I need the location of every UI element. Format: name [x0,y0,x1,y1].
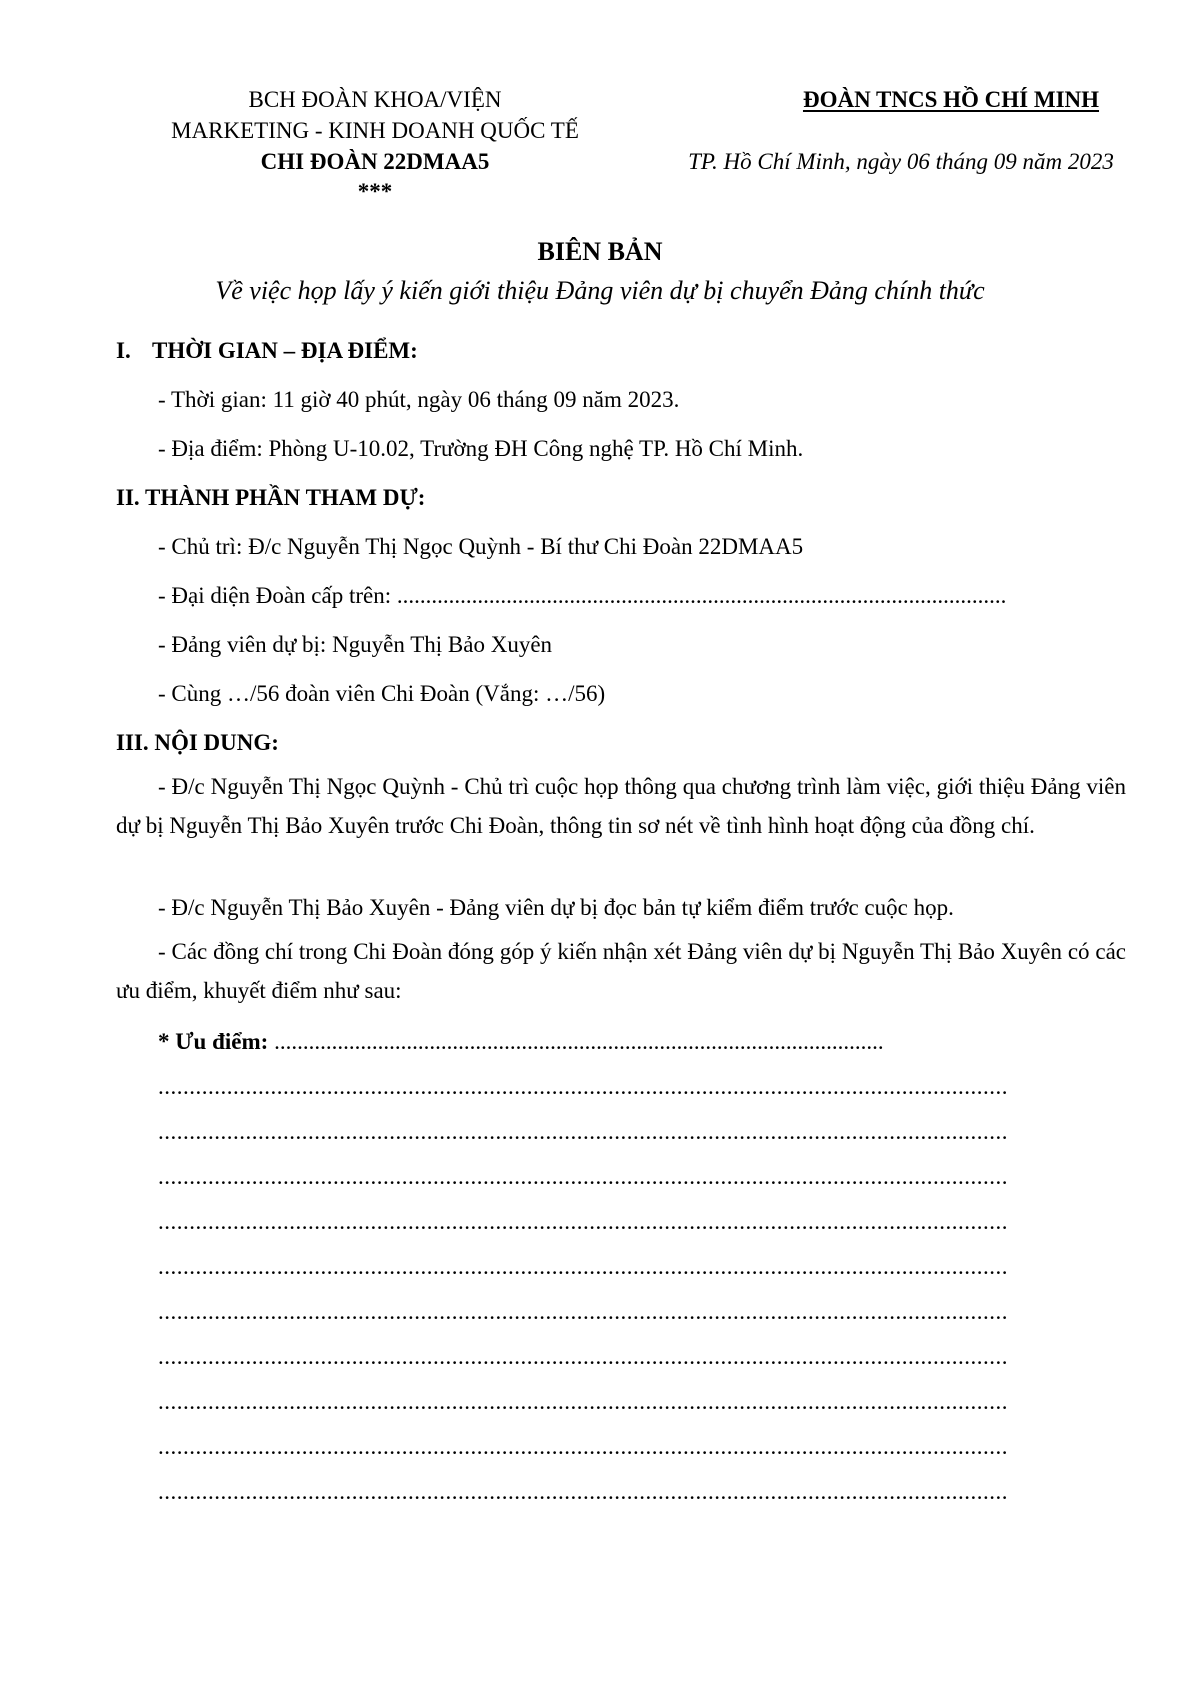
header-right-date: TP. Hồ Chí Minh, ngày 06 tháng 09 năm 2023 [688,149,1114,174]
document-subtitle: Về việc họp lấy ý kiến giới thiệu Đảng viên dự bị chuyển Đảng chính thức [215,276,985,305]
section3-heading: III. NỘI DUNG: [116,730,279,755]
meeting-place: - Địa điểm: Phòng U-10.02, Trường ĐH Công nghệ TP. Hồ Chí Minh. [158,436,804,461]
upper-rep-row [158,582,1098,610]
section1-heading: THỜI GIAN – ĐỊA ĐIỂM: [152,338,418,363]
meeting-time: - Thời gian: 11 giờ 40 phút, ngày 06 tháng 09 năm 2023. [158,387,680,412]
header-right-org: ĐOÀN TNCS HỒ CHÍ MINH [802,87,1100,112]
document-title: BIÊN BẢN [537,237,663,266]
blank-line: ........................................................................................................................................ [158,1299,1008,1324]
attendance: - Cùng …/56 đoàn viên Chi Đoàn (Vắng: …/56) [158,681,606,706]
upper-rep-label: - Đại diện Đoàn cấp trên: [158,583,397,608]
section2-heading: II. THÀNH PHẦN THAM DỰ: [116,485,426,510]
blank-line: ........................................................................................................................................ [158,1164,1008,1189]
strengths-label: * Ưu điểm: [158,1029,275,1054]
blank-line: ........................................................................................................................................ [158,1119,1008,1144]
blank-line: ........................................................................................................................................ [158,1344,1008,1369]
header-left-unit: CHI ĐOÀN 22DMAA5 [260,149,490,174]
blank-line: ........................................................................................................................................ [158,1074,1008,1099]
header-left-stars: *** [357,179,393,204]
header-left-line1: BCH ĐOÀN KHOA/VIỆN [248,87,502,112]
content-paragraph-3: - Các đồng chí trong Chi Đoàn đóng góp ý kiến nhận xét Đảng viên dự bị Nguyễn Thị Bảo Xuyên có các ưu điểm, khuyết điểm như sau: [116,939,1126,1003]
strengths-row [158,1028,1126,1056]
blank-line: ........................................................................................................................................ [158,1479,1008,1504]
probationary-member: - Đảng viên dự bị: Nguyễn Thị Bảo Xuyên [158,632,553,657]
blank-line: ........................................................................................................................................ [158,1434,1008,1459]
header-left-line2: MARKETING - KINH DOANH QUỐC TẾ [171,118,579,143]
blank-line: ........................................................................................................................................ [158,1389,1008,1414]
strengths-fill: .......................................................................................................... [274,1029,884,1054]
blank-line: ........................................................................................................................................ [158,1254,1008,1279]
section1-number: I. [116,338,131,363]
upper-rep-fill: .......................................................................................................... [396,583,1007,608]
content-paragraph-2: - Đ/c Nguyễn Thị Bảo Xuyên - Đảng viên dự bị đọc bản tự kiểm điểm trước cuộc họp. [158,895,954,920]
blank-line: ........................................................................................................................................ [158,1209,1008,1234]
content-paragraph-1: - Đ/c Nguyễn Thị Ngọc Quỳnh - Chủ trì cuộc họp thông qua chương trình làm việc, giới thiệu Đảng viên dự bị Nguyễn Thị Bảo Xuyên trước Chi Đoàn, thông tin sơ nét về tình hình hoạt động của đồng chí. [116,774,1126,838]
chair-person: - Chủ trì: Đ/c Nguyễn Thị Ngọc Quỳnh - Bí thư Chi Đoàn 22DMAA5 [158,534,804,559]
